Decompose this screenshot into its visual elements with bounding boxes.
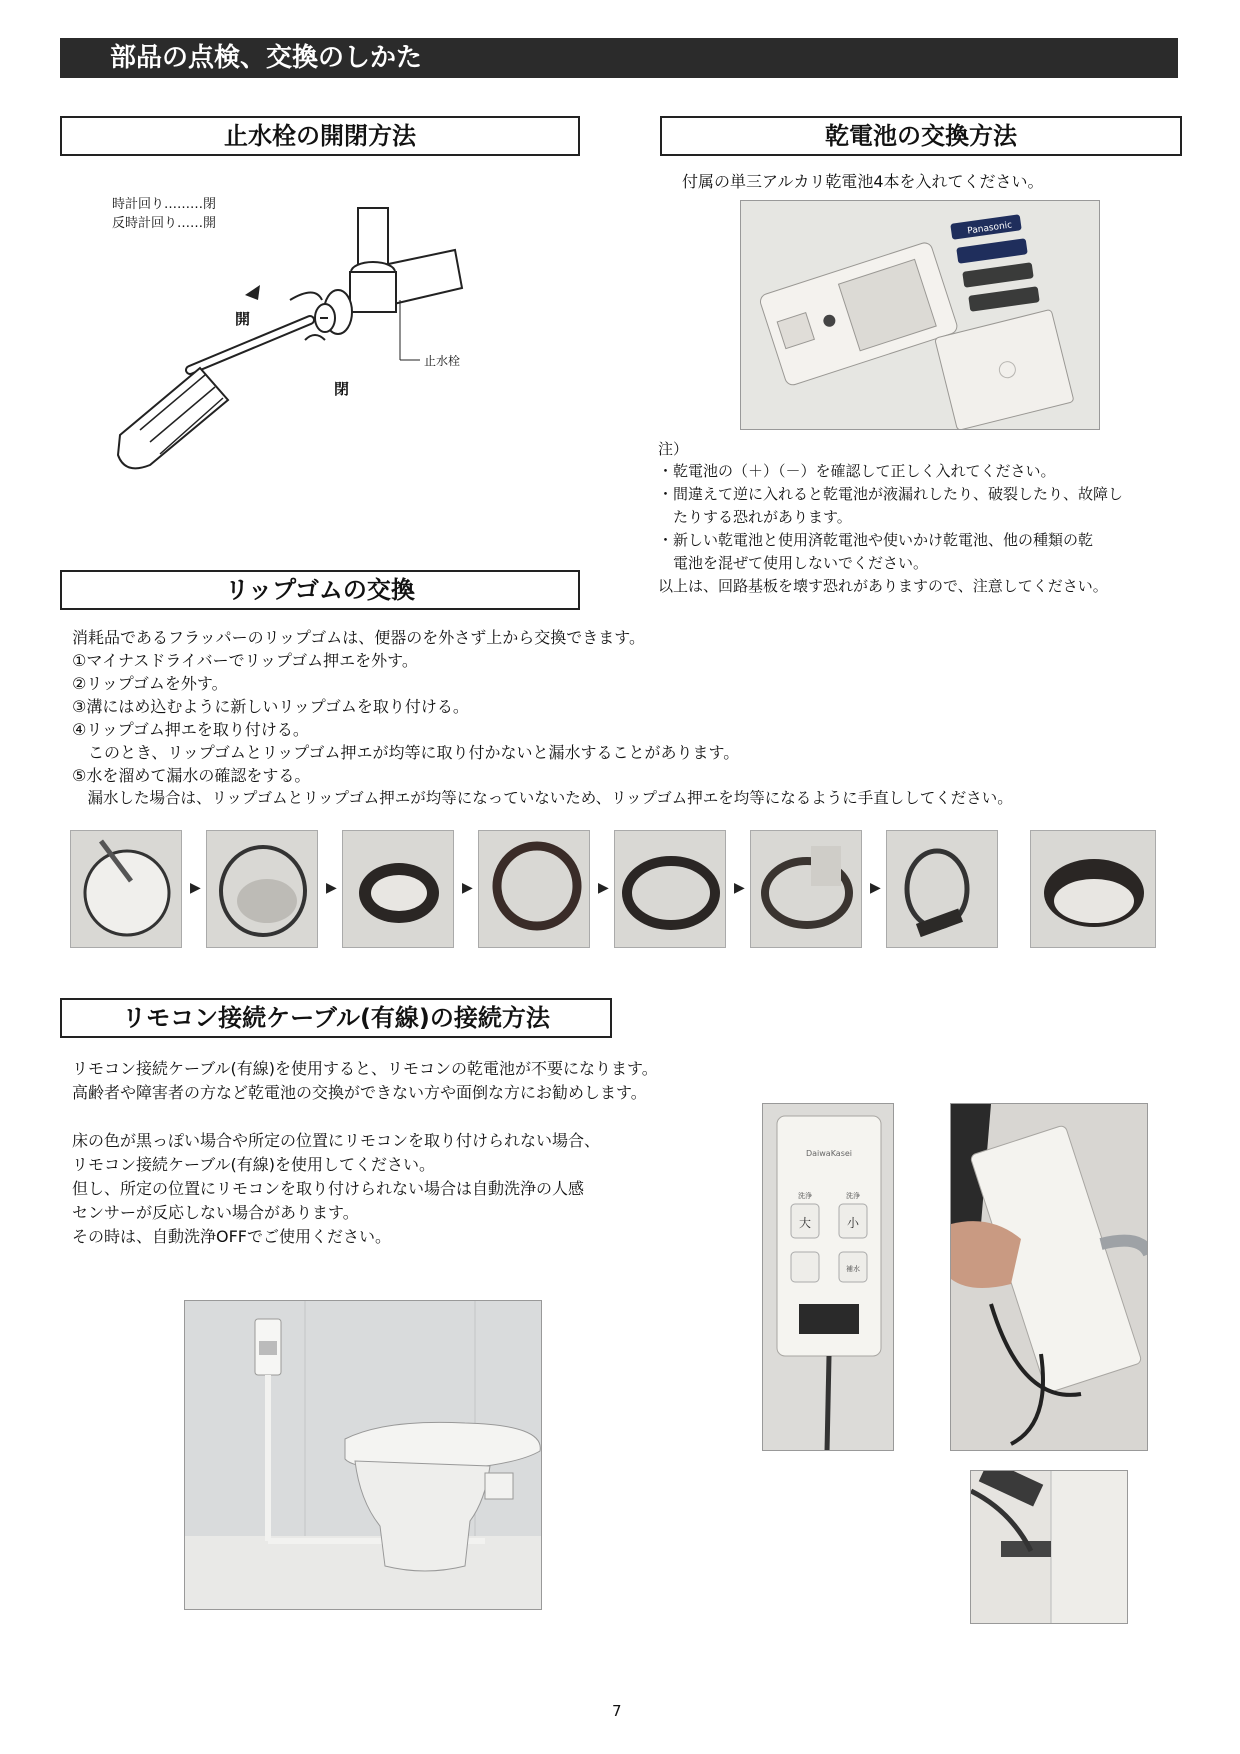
lip-line-2: ①マイナスドライバーでリップゴム押エを外す。 (72, 651, 418, 670)
lip-line-5: ④リップゴム押エを取り付ける。 (72, 720, 309, 739)
lip-line-3: ②リップゴムを外す。 (72, 674, 228, 693)
valve-section-title: 止水栓の開閉方法 (60, 116, 580, 156)
lip-step-photo-6 (750, 830, 862, 948)
lip-line-7: ⑤水を溜めて漏水の確認をする。 (72, 766, 311, 785)
lip-step-arrow: ▶ (190, 880, 201, 896)
battery-note-6: 以上は、回路基板を壊す恐れがありますので、注意してください。 (658, 577, 1108, 595)
remote-large-button-label: 大 (798, 1216, 812, 1230)
cable-line-6: 但し、所定の位置にリモコンを取り付けられない場合は自動洗浄の人感 (72, 1179, 585, 1198)
cable-connection-photo-1 (950, 1103, 1148, 1451)
battery-note-3: たりする恐れがあります。 (658, 508, 852, 526)
valve-illustration (110, 200, 480, 480)
lip-step-arrow: ▶ (462, 880, 473, 896)
remote-brand-text: DaiwaKasei (805, 1149, 853, 1158)
cable-line-4: 床の色が黒っぽい場合や所定の位置にリモコンを取り付けられない場合、 (72, 1131, 601, 1150)
lip-step-arrow: ▶ (326, 880, 337, 896)
remote-control-photo (762, 1103, 894, 1451)
lip-line-8: 漏水した場合は、リップゴムとリップゴム押エが均等になっていないため、リップゴム押エを均等になるように手直ししてください。 (72, 789, 1013, 807)
lip-step-photo-7 (886, 830, 998, 948)
cable-line-5: リモコン接続ケーブル(有線)を使用してください。 (72, 1155, 436, 1174)
battery-brand-text: Panasonic (966, 220, 1013, 237)
battery-note-2: ・間違えて逆に入れると乾電池が液漏れしたり、破裂したり、故障し (658, 485, 1124, 503)
cable-connection-photo-2 (970, 1470, 1128, 1624)
lip-line-4: ③溝にはめ込むように新しいリップゴムを取り付ける。 (72, 697, 469, 716)
toilet-installation-photo (184, 1300, 542, 1610)
remote-flush-label-right: 洗浄 (846, 1192, 860, 1200)
valve-legend-open: 反時計回り……開 (112, 216, 217, 231)
cable-line-2: 高齢者や障害者の方など乾電池の交換ができない方や面倒な方にお勧めします。 (72, 1083, 647, 1102)
lip-step-photo-2 (206, 830, 318, 948)
valve-legend-close: 時計回り………閉 (112, 197, 217, 212)
remote-flush-label-left: 洗浄 (798, 1192, 812, 1200)
lip-step-photo-3 (342, 830, 454, 948)
remote-water-button-label: 補水 (846, 1265, 860, 1273)
lip-step-photo-1 (70, 830, 182, 948)
lip-step-photo-8 (1030, 830, 1156, 948)
valve-close-label: 閉 (334, 380, 350, 398)
page-number: 7 (612, 1702, 622, 1720)
battery-photo (740, 200, 1100, 430)
valve-open-label: 開 (235, 310, 251, 328)
battery-note-5: 電池を混ぜて使用しないでください。 (658, 554, 929, 572)
cable-section-title: リモコン接続ケーブル(有線)の接続方法 (60, 998, 612, 1038)
battery-intro: 付属の単三アルカリ乾電池4本を入れてください。 (682, 172, 1044, 191)
battery-note-1: ・乾電池の（＋）（－）を確認して正しく入れてください。 (658, 462, 1056, 480)
battery-note-head: 注） (658, 440, 689, 458)
lip-step-photo-4 (478, 830, 590, 948)
cable-line-1: リモコン接続ケーブル(有線)を使用すると、リモコンの乾電池が不要になります。 (72, 1059, 658, 1078)
lip-step-photo-5 (614, 830, 726, 948)
battery-section-title: 乾電池の交換方法 (660, 116, 1182, 156)
remote-small-button-label: 小 (846, 1216, 860, 1230)
lip-step-arrow: ▶ (870, 880, 881, 896)
cable-line-7: センサーが反応しない場合があります。 (72, 1203, 359, 1222)
lip-line-1: 消耗品であるフラッパーのリップゴムは、便器のを外さず上から交換できます。 (72, 628, 645, 647)
lip-step-arrow: ▶ (734, 880, 745, 896)
battery-note-4: ・新しい乾電池と使用済乾電池や使いかけ乾電池、他の種類の乾 (658, 531, 1094, 549)
lip-line-6: このとき、リップゴムとリップゴム押エが均等に取り付かないと漏水することがあります。 (72, 743, 740, 762)
valve-part-label: 止水栓 (424, 354, 461, 368)
page-header: 部品の点検、交換のしかた (60, 38, 1178, 78)
cable-line-8: その時は、自動洗浄OFFでご使用ください。 (72, 1227, 392, 1246)
lip-section-title: リップゴムの交換 (60, 570, 580, 610)
lip-step-arrow: ▶ (598, 880, 609, 896)
